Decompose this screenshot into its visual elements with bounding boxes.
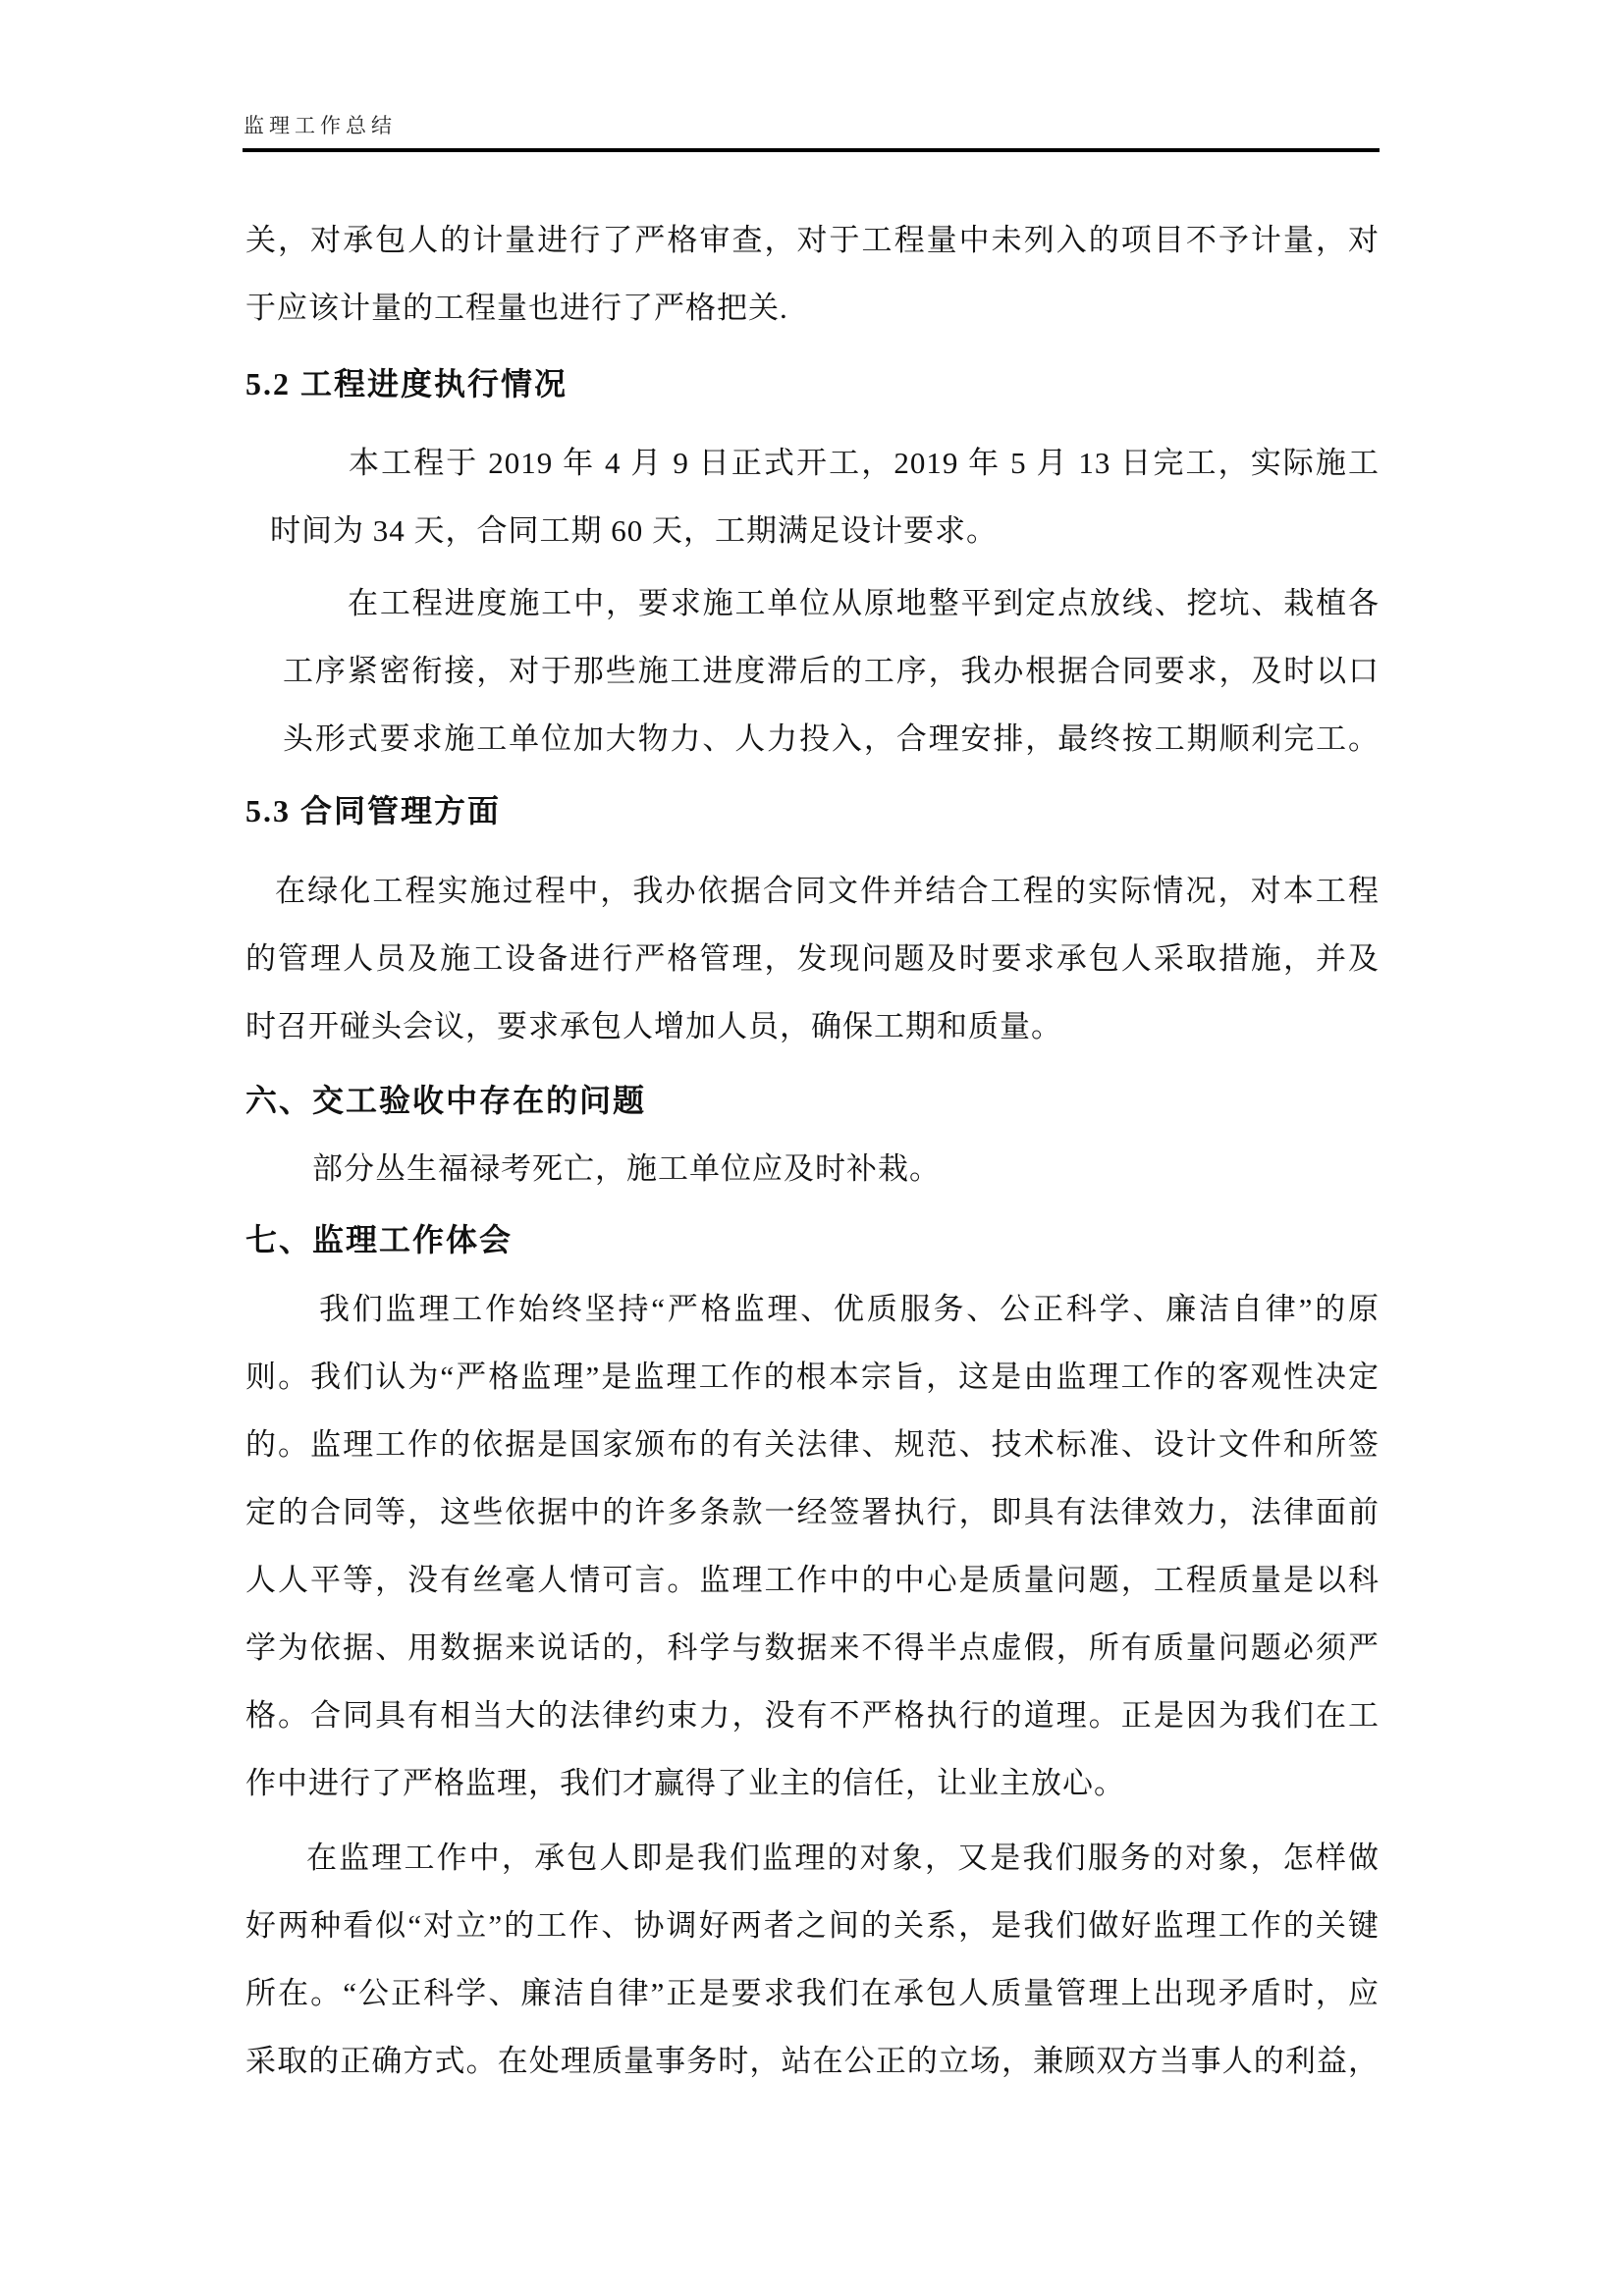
- para-experience-principles-line: 格。合同具有相当大的法律约束力，没有不严格执行的道理。正是因为我们在工: [245, 1698, 1380, 1733]
- para-measurement-review-line: 关，对承包人的计量进行了严格审查，对于工程量中未列入的项目不予计量，对: [245, 223, 1380, 257]
- para-experience-principles-line: 定的合同等，这些依据中的许多条款一经签署执行，即具有法律效力，法律面前: [245, 1495, 1380, 1529]
- para-experience-service-line: 采取的正确方式。在处理质量事务时，站在公正的立场，兼顾双方当事人的利益，: [245, 2044, 1380, 2078]
- document-body: [245, 206, 1380, 2095]
- header-rule: [243, 148, 1380, 152]
- heading-5-2-progress: 5.2 工程进度执行情况: [245, 366, 568, 401]
- para-experience-principles-line: 作中进行了严格监理，我们才赢得了业主的信任，让业主放心。: [245, 1766, 1125, 1800]
- para-contract-management-line: 在绿化工程实施过程中，我办依据合同文件并结合工程的实际情况，对本工程: [275, 874, 1380, 908]
- running-header-title: 监理工作总结: [244, 114, 397, 137]
- para-schedule-control-line: 工序紧密衔接，对于那些施工进度滞后的工序，我办根据合同要求，及时以口: [283, 654, 1380, 688]
- para-experience-principles-line: 我们监理工作始终坚持“严格监理、优质服务、公正科学、廉洁自律”的原: [319, 1292, 1380, 1326]
- para-contract-management-line: 的管理人员及施工设备进行严格管理，发现问题及时要求承包人采取措施，并及: [245, 941, 1380, 976]
- para-schedule-control-line: 头形式要求施工单位加大物力、人力投入，合理安排，最终按工期顺利完工。: [283, 721, 1380, 756]
- running-header: [244, 110, 397, 139]
- para-experience-service-line: 在监理工作中，承包人即是我们监理的对象，又是我们服务的对象，怎样做: [306, 1841, 1380, 1875]
- para-experience-principles-line: 的。监理工作的依据是国家颁布的有关法律、规范、技术标准、设计文件和所签: [245, 1427, 1380, 1462]
- para-contract-management-line: 时召开碰头会议，要求承包人增加人员，确保工期和质量。: [245, 1009, 1062, 1043]
- para-acceptance-issue-line: 部分丛生福禄考死亡，施工单位应及时补栽。: [312, 1151, 941, 1186]
- heading-7-experience: 七、监理工作体会: [245, 1222, 514, 1257]
- para-experience-service-line: 好两种看似“对立”的工作、协调好两者之间的关系，是我们做好监理工作的关键: [245, 1908, 1380, 1943]
- para-schedule-control-line: 在工程进度施工中，要求施工单位从原地整平到定点放线、挖坑、栽植各: [348, 586, 1380, 620]
- para-experience-principles-line: 人人平等，没有丝毫人情可言。监理工作中的中心是质量问题，工程质量是以科: [245, 1563, 1380, 1597]
- para-measurement-review-line: 于应该计量的工程量也进行了严格把关.: [245, 291, 788, 325]
- para-schedule-dates-line: 时间为 34 天，合同工期 60 天，工期满足设计要求。: [270, 513, 998, 548]
- heading-5-3-contract: 5.3 合同管理方面: [245, 793, 502, 828]
- heading-6-acceptance-issues: 六、交工验收中存在的问题: [245, 1083, 647, 1118]
- para-experience-service-line: 所在。“公正科学、廉洁自律”正是要求我们在承包人质量管理上出现矛盾时，应: [245, 1976, 1380, 2010]
- para-experience-principles-line: 学为依据、用数据来说话的，科学与数据来不得半点虚假，所有质量问题必须严: [245, 1630, 1380, 1665]
- para-experience-principles-line: 则。我们认为“严格监理”是监理工作的根本宗旨，这是由监理工作的客观性决定: [245, 1360, 1380, 1394]
- para-schedule-dates-line: 本工程于 2019 年 4 月 9 日正式开工，2019 年 5 月 13 日完工，实际施工: [349, 446, 1380, 480]
